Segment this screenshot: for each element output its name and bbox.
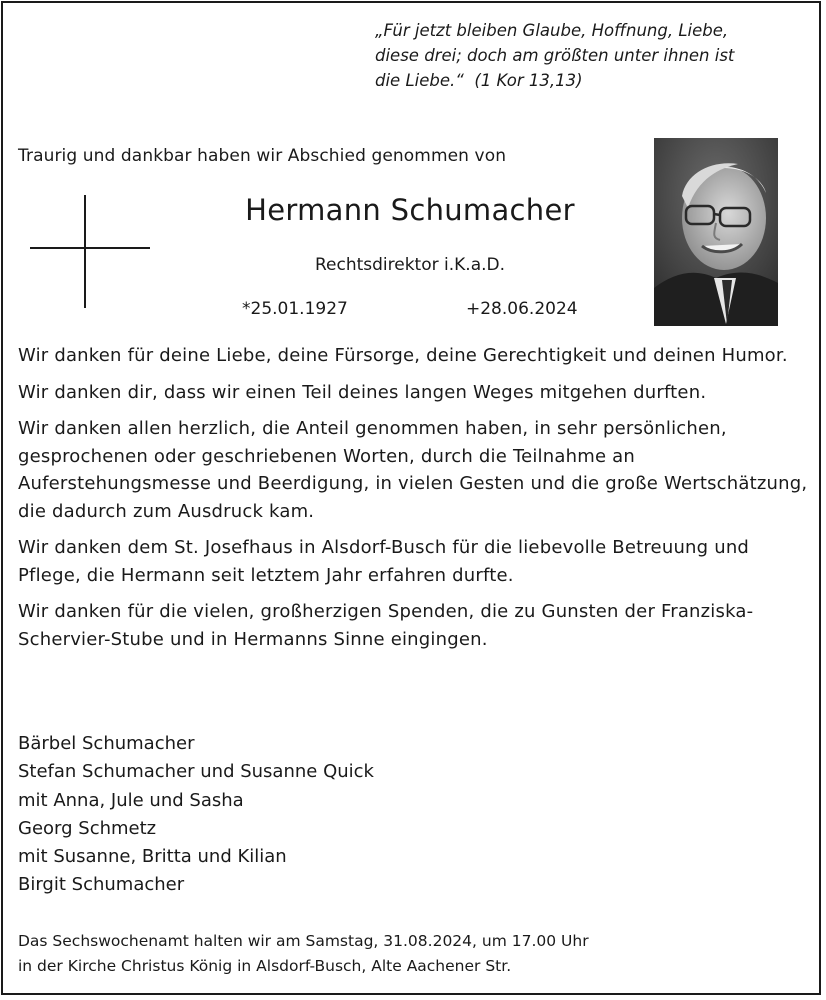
portrait-photo — [654, 138, 778, 326]
family-member: Stefan Schumacher und Susanne Quick — [18, 761, 374, 783]
thanks-paragraph: Wir danken für die vielen, großherzigen Spenden, die zu Gunsten der Franziska-Schervier-Stube und in Hermanns Sinne eingingen. — [18, 601, 754, 650]
family-member: mit Anna, Jule und Sasha — [18, 789, 244, 811]
thanks-section — [18, 342, 808, 662]
bible-quote — [375, 18, 805, 93]
family-list — [18, 730, 374, 900]
family-member: Bärbel Schumacher — [18, 733, 195, 754]
service-line-2: in der Kirche Christus König in Alsdorf-Busch, Alte Aachener Str. — [18, 957, 512, 975]
service-line-1: Das Sechswochenamt halten wir am Samstag, 31.08.2024, um 17.00 Uhr — [18, 932, 589, 950]
quote-line-1: „Für jetzt bleiben Glaube, Hoffnung, Liebe, — [375, 21, 729, 40]
quote-reference: (1 Kor 13,13) — [474, 71, 583, 90]
thanks-paragraph: Wir danken dem St. Josefhaus in Alsdorf-Busch für die liebevolle Betreuung und Pflege, die Hermann seit letztem Jahr erfahren durfte. — [18, 537, 750, 586]
cross-icon-vertical — [84, 195, 86, 308]
family-member: mit Susanne, Britta und Kilian — [18, 846, 287, 868]
family-member: Birgit Schumacher — [18, 874, 185, 896]
cross-icon-horizontal — [30, 247, 150, 249]
thanks-paragraph: Wir danken allen herzlich, die Anteil genommen haben, in sehr persönlichen, gesprochenen oder geschriebenen Worten, durch die Teilnahme an Auferstehungsmesse und Beerdigung, in vielen Gesten und die große Wertschätzung, die dadurch zum Ausdruck kam. — [18, 418, 808, 522]
service-announcement — [18, 929, 589, 979]
thanks-paragraph: Wir danken dir, dass wir einen Teil deines langen Weges mitgehen durften. — [18, 381, 707, 403]
quote-line-2: diese drei; doch am größten unter ihnen ist — [375, 46, 735, 65]
intro-text: Traurig und dankbar haben wir Abschied genommen von — [18, 146, 507, 166]
deceased-title: Rechtsdirektor i.K.a.D. — [314, 255, 506, 275]
deceased-name: Hermann Schumacher — [245, 193, 575, 227]
family-member: Georg Schmetz — [18, 817, 157, 839]
thanks-paragraph: Wir danken für deine Liebe, deine Fürsorge, deine Gerechtigkeit und deinen Humor. — [18, 345, 788, 366]
quote-line-3: die Liebe.“ — [375, 71, 464, 90]
birth-date: *25.01.1927 — [242, 299, 348, 319]
death-date: +28.06.2024 — [466, 299, 578, 319]
